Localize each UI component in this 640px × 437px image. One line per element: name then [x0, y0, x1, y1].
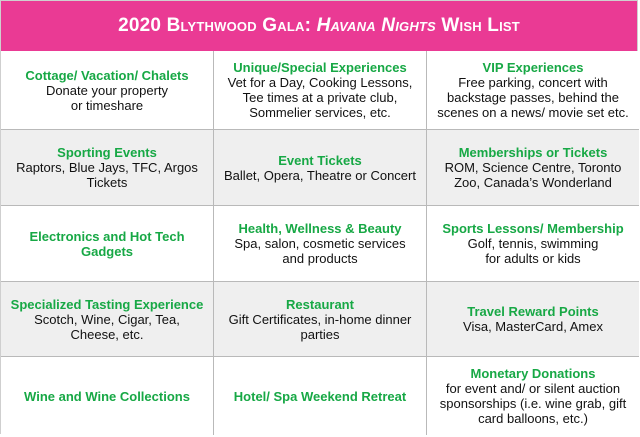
wish-cell	[1, 282, 214, 357]
header-theme: Havana Nights	[316, 15, 436, 36]
wish-cell-line: Vet for a Day, Cooking Lessons,	[227, 75, 413, 90]
wish-cell-line: for adults or kids	[485, 251, 581, 266]
wish-cell	[1, 357, 214, 435]
wish-cell-title: Sports Lessons/ Membership	[442, 221, 624, 236]
wish-cell-title: Specialized Tasting Experience	[10, 296, 204, 312]
wish-cell-line: parties	[300, 326, 340, 342]
wish-cell	[427, 51, 639, 130]
wish-cell-line: card balloons, etc.)	[478, 411, 588, 426]
wish-cell-line: and products	[282, 251, 358, 266]
wish-cell	[427, 206, 639, 282]
wish-cell-line: scenes on a news/ movie set etc.	[437, 105, 629, 120]
wish-cell-title: Wine and Wine Collections	[24, 388, 190, 404]
wish-cell-line: Scotch, Wine, Cigar, Tea,	[34, 311, 180, 327]
wish-cell-line: Sommelier services, etc.	[249, 105, 391, 120]
wish-cell-title: Health, Wellness & Beauty	[238, 221, 402, 236]
wish-cell-line: for event and/ or silent auction	[445, 381, 621, 396]
wish-cell-title: Electronics and Hot Tech Gadgets	[29, 228, 185, 259]
wish-cell-title: Hotel/ Spa Weekend Retreat	[233, 388, 407, 404]
wish-cell-line: Raptors, Blue Jays, TFC, Argos	[16, 160, 198, 175]
wish-cell-line: Free parking, concert with	[458, 75, 608, 90]
wish-cell	[214, 51, 427, 130]
wish-cell-title: Event Tickets	[278, 152, 362, 168]
wish-cell-title: Cottage/ Vacation/ Chalets	[25, 67, 189, 83]
wish-cell-line: Ballet, Opera, Theatre or Concert	[224, 167, 416, 183]
wish-cell-title: Monetary Donations	[470, 366, 596, 381]
wish-cell-title: VIP Experiences	[482, 60, 584, 75]
wish-cell-line: Gift Certificates, in-home dinner	[228, 311, 412, 327]
wish-list-table	[1, 51, 637, 435]
wish-cell	[214, 357, 427, 435]
wish-cell-line: backstage passes, behind the	[446, 90, 619, 105]
wish-cell	[427, 357, 639, 435]
wish-cell	[214, 282, 427, 357]
wish-cell-line: Golf, tennis, swimming	[467, 236, 599, 251]
wish-cell	[427, 130, 639, 206]
wish-cell-title: Unique/Special Experiences	[233, 60, 407, 75]
wish-cell-line: Donate your property	[45, 82, 169, 98]
wish-cell	[214, 206, 427, 282]
wish-cell-line: sponsorships (i.e. wine grab, gift	[439, 396, 627, 411]
wish-cell	[427, 282, 639, 357]
wish-cell	[1, 206, 214, 282]
wish-cell-title: Travel Reward Points	[467, 304, 599, 319]
wish-cell-line: Tee times at a private club,	[242, 90, 398, 105]
wish-cell	[214, 130, 427, 206]
wish-cell	[1, 51, 214, 130]
header-year: 2020	[118, 15, 162, 36]
wish-cell-line: Spa, salon, cosmetic services	[234, 236, 406, 251]
wish-cell-line: ROM, Science Centre, Toronto	[444, 160, 622, 175]
wish-cell-title: Sporting Events	[57, 145, 157, 160]
wish-cell-line: Visa, MasterCard, Amex	[463, 319, 603, 334]
wish-cell-line: or timeshare	[70, 97, 144, 113]
wish-cell	[1, 130, 214, 206]
wish-cell-title: Restaurant	[286, 296, 354, 312]
wish-cell-title: Memberships or Tickets	[458, 145, 608, 160]
wish-list-header	[1, 1, 637, 51]
wish-cell-line: Zoo, Canada’s Wonderland	[454, 175, 612, 190]
header-org: Blythwood Gala:	[166, 15, 312, 36]
header-suffix: Wish List	[441, 15, 520, 36]
wish-cell-line: Cheese, etc.	[70, 326, 144, 342]
wish-cell-line: Tickets	[86, 175, 128, 190]
